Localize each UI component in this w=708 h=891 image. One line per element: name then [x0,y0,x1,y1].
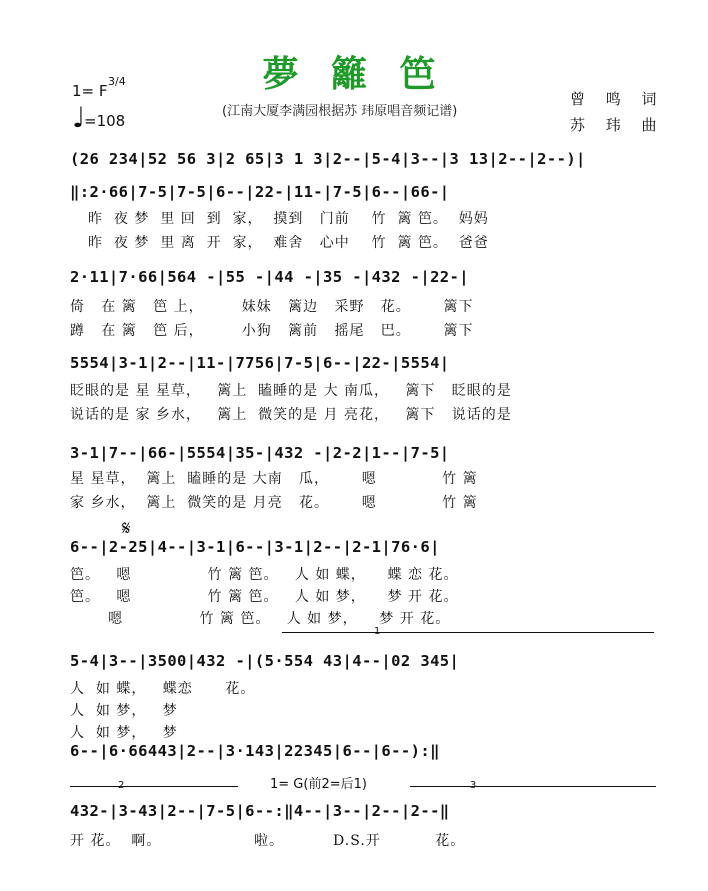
volta-1-bracket [282,632,654,643]
segno-icon: 𝄋 [122,516,131,540]
lyric-line-2-verse-1: 昨 夜 梦 里 回 到 家， 摸到 门前 竹 篱 笆。 妈妈 [88,211,489,227]
score-line-8-notes: 6--|6·66443|2--|3·143|22345|6--|6--):‖ [70,742,440,760]
score-line-4-notes: 5554|3-1|2--|11-|7756|7-5|6--|22-|5554| [70,354,450,372]
lyric-line-7-verse-3: 人 如 梦， 梦 [70,725,178,741]
key-signature: 1= F [72,82,108,100]
lyricist-credit: 曾 鸣 词 [570,90,665,108]
lyric-line-6-verse-1: 笆。 嗯 竹 篱 笆。 人 如 蝶， 蝶 恋 花。 [70,567,459,583]
score-line-9-notes: 432-|3-43|2--|7-5|6--:‖4--|3--|2--|2--‖ [70,802,450,820]
lyric-line-6-verse-3: 嗯 竹 篱 笆。 人 如 梦， 梦 开 花。 [70,611,451,627]
score-line-6-notes: 6--|2-25|4--|3-1|6--|3-1|2--|2-1|76·6| [70,538,440,556]
tempo-marking: =108 [84,112,126,130]
volta-3-number: 3 [470,780,477,791]
lyric-line-3-verse-2: 蹲 在 篱 笆 后， 小狗 篱前 摇尾 巴。 篱下 [70,323,474,339]
lyric-line-4-verse-1: 眨眼的是 星 星草， 篱上 瞌睡的是 大 南瓜， 篱下 眨眼的是 [70,383,512,399]
score-line-3-notes: 2·11|7·66|564 -|55 -|44 -|35 -|432 -|22-| [70,268,470,286]
lyric-line-2-verse-2: 昨 夜 梦 里 离 开 家， 难舍 心中 竹 篱 笆。 爸爸 [88,235,489,251]
tempo-note-icon: ♩ [72,101,86,134]
score-line-5-notes: 3-1|7--|66-|5554|35-|432 -|2-2|1--|7-5| [70,444,450,462]
lyric-line-5-verse-2: 家 乡水， 篱上 微笑的是 月亮 花。 嗯 竹 篱 [70,495,478,511]
composer-credit: 苏 玮 曲 [570,116,665,134]
lyric-line-6-verse-2: 笆。 嗯 竹 篱 笆。 人 如 梦， 梦 开 花。 [70,589,459,605]
key-change: 1= G(前2=后1) [270,777,367,792]
lyric-line-9-verse-1: 开 花。 啊。 啦。 D.S.开 花。 [70,833,466,849]
volta-3-bracket [410,786,656,797]
volta-2-bracket [70,786,238,797]
lyric-line-4-verse-2: 说话的是 家 乡水， 篱上 微笑的是 月 亮花， 篱下 说话的是 [70,407,512,423]
time-signature: 3/4 [108,75,126,88]
lyric-line-5-verse-1: 星 星草， 篱上 瞌睡的是 大南 瓜， 嗯 竹 篱 [70,471,478,487]
subtitle: (江南大厦李满园根据苏 玮原唱音频记谱) [222,104,458,119]
lyric-line-7-verse-1: 人 如 蝶， 蝶恋 花。 [70,681,256,697]
song-title: 夢 籬 笆 [262,53,446,95]
lyric-line-7-verse-2: 人 如 梦， 梦 [70,703,178,719]
lyric-line-3-verse-1: 倚 在 篱 笆 上， 妹妹 篱边 采野 花。 篱下 [70,299,474,315]
score-line-2-notes: ‖:2·66|7-5|7-5|6--|22-|11-|7-5|6--|66-| [70,183,450,201]
volta-2-number: 2 [118,780,125,791]
volta-1-number: 1 [374,626,381,637]
score-line-1-notes: (26 234|52 56 3|2 65|3 1 3|2--|5-4|3--|3 13|2--|2--)| [70,150,586,168]
score-line-7-notes: 5-4|3--|3500|432 -|(5·554 43|4--|02 345| [70,652,460,670]
